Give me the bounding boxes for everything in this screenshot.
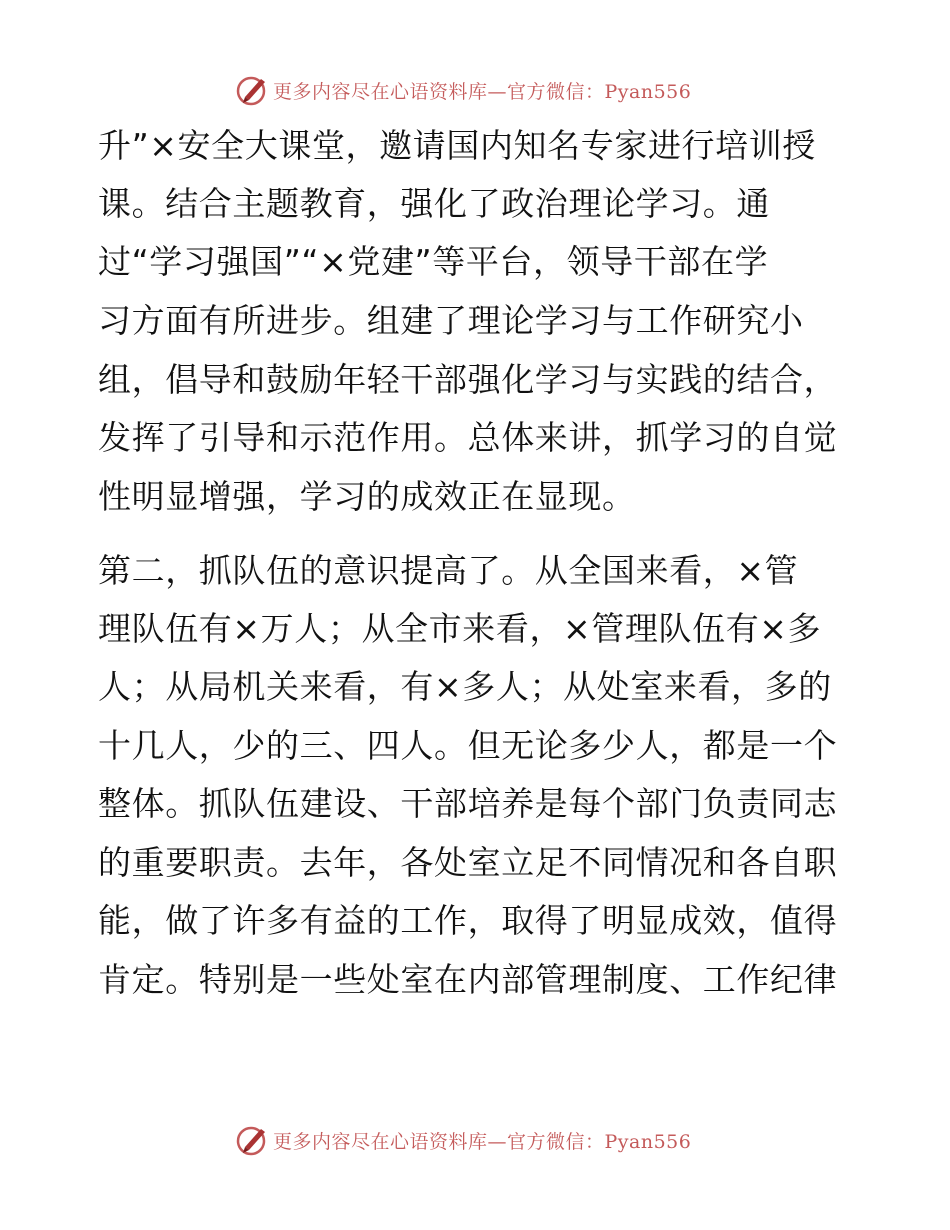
watermark-text: 更多内容尽在心语资料库—官方微信：Pyan556 — [273, 1130, 692, 1153]
text-line: 发挥了引导和示范作用。总体来讲，抓学习的自觉 — [98, 418, 838, 457]
text-line: 能，做了许多有益的工作，取得了明显成效，值得 — [98, 901, 838, 940]
text-line: 性明显增强，学习的成效正在显现。 — [98, 477, 636, 516]
text-line: 整体。抓队伍建设、干部培养是每个部门负责同志 — [98, 784, 838, 823]
pen-logo-icon — [235, 73, 269, 107]
text-line: 十几人，少的三、四人。但无论多少人，都是一个 — [98, 726, 838, 765]
pen-logo-icon — [235, 1123, 269, 1157]
text-line: 人；从局机关来看，有×多人；从处室来看，多的 — [98, 667, 832, 706]
text-line: 习方面有所进步。组建了理论学习与工作研究小 — [98, 301, 804, 340]
text-line: 的重要职责。去年，各处室立足不同情况和各自职 — [98, 843, 838, 882]
watermark-text: 更多内容尽在心语资料库—官方微信：Pyan556 — [273, 80, 692, 103]
text-line: 理队伍有×万人；从全市来看，×管理队伍有×多 — [98, 609, 822, 648]
text-line: 课。结合主题教育，强化了政治理论学习。通 — [98, 184, 770, 223]
text-line: 组，倡导和鼓励年轻干部强化学习与实践的结合， — [98, 360, 838, 399]
text-line: 第二，抓队伍的意识提高了。从全国来看，×管 — [98, 551, 799, 590]
text-line: 升”×安全大课堂，邀请国内知名专家进行培训授 — [98, 126, 816, 165]
watermark-header — [235, 72, 715, 108]
text-line: 肯定。特别是一些处室在内部管理制度、工作纪律 — [98, 960, 838, 999]
text-line: 过“学习强国”“×党建”等平台，领导干部在学 — [98, 242, 769, 281]
watermark-footer — [235, 1122, 715, 1158]
